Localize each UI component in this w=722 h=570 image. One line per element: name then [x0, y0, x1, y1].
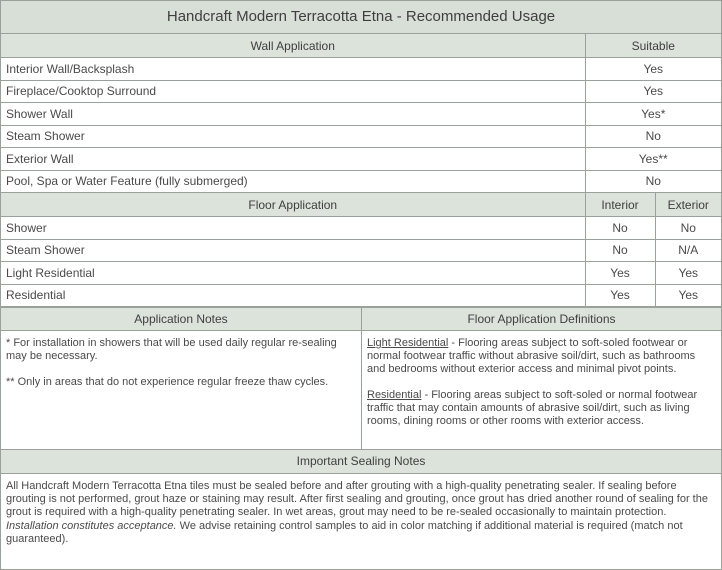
light-residential-term: Light Residential	[367, 337, 449, 349]
notes-section	[1, 307, 721, 449]
exterior-value: Yes	[655, 284, 721, 307]
light-residential-text: - Flooring areas subject to soft-soled footwear or normal footwear traffic without abrasive soil/dirt, such as bathrooms and bedrooms without exterior access and minimal pivot points.	[367, 337, 696, 375]
table-row	[1, 170, 721, 193]
table-row	[1, 217, 721, 240]
table-row	[1, 125, 721, 148]
wall-header-row	[1, 34, 721, 58]
note-shower: * For installation in showers that will be used daily regular re-sealing may be necessary.	[6, 337, 337, 362]
exterior-value: N/A	[655, 239, 721, 262]
table-row	[1, 80, 721, 103]
application-notes-body	[1, 331, 361, 449]
application-notes	[1, 308, 362, 449]
row-label: Steam Shower	[1, 125, 585, 148]
row-label: Steam Shower	[1, 239, 585, 262]
interior-value: No	[585, 217, 655, 240]
floor-definitions-header: Floor Application Definitions	[362, 308, 721, 331]
table-row	[1, 148, 721, 171]
suitable-header: Suitable	[585, 34, 721, 58]
row-label: Pool, Spa or Water Feature (fully submerged)	[1, 170, 585, 193]
row-label: Exterior Wall	[1, 148, 585, 171]
sealing-notes-body	[1, 474, 721, 552]
exterior-value: No	[655, 217, 721, 240]
row-label: Interior Wall/Backsplash	[1, 58, 585, 81]
application-notes-header: Application Notes	[1, 308, 361, 331]
sealing-emphasis: Installation constitutes acceptance.	[6, 519, 177, 532]
row-value: No	[585, 170, 721, 193]
definition-residential	[367, 389, 716, 428]
interior-value: Yes	[585, 284, 655, 307]
table-row	[1, 103, 721, 126]
row-label: Shower	[1, 217, 585, 240]
definition-light-residential	[367, 337, 716, 376]
row-value: Yes**	[585, 148, 721, 171]
floor-header-row	[1, 193, 721, 217]
row-value: Yes	[585, 80, 721, 103]
residential-term: Residential	[367, 389, 422, 401]
floor-definitions-body	[362, 331, 721, 449]
row-label: Shower Wall	[1, 103, 585, 126]
sealing-text-after: We advise retaining control samples to aid in color matching if additional material is required (match not guaranteed).	[6, 519, 683, 545]
floor-application-header: Floor Application	[1, 193, 585, 217]
interior-value: Yes	[585, 262, 655, 285]
table-row	[1, 284, 721, 307]
table-row	[1, 262, 721, 285]
interior-value: No	[585, 239, 655, 262]
table-row	[1, 58, 721, 81]
usage-table	[1, 34, 721, 307]
interior-header: Interior	[585, 193, 655, 217]
row-label: Fireplace/Cooktop Surround	[1, 80, 585, 103]
table-row	[1, 239, 721, 262]
exterior-value: Yes	[655, 262, 721, 285]
note-freeze-thaw: ** Only in areas that do not experience regular freeze thaw cycles.	[6, 376, 329, 388]
wall-application-header: Wall Application	[1, 34, 585, 58]
row-value: No	[585, 125, 721, 148]
row-label: Light Residential	[1, 262, 585, 285]
page-title: Handcraft Modern Terracotta Etna - Recommended Usage	[1, 1, 721, 34]
floor-definitions	[362, 308, 721, 449]
exterior-header: Exterior	[655, 193, 721, 217]
row-value: Yes*	[585, 103, 721, 126]
sealing-text: All Handcraft Modern Terracotta Etna tiles must be sealed before and after grouting with a high-quality penetrating sealer. If sealing before grouting is not performed, grout haze or staining may result. After first sealing and grouting, once grout has dried another round of sealing for the grout is required with a high-quality penetrating sealer. In wet areas, grout may need to be re-sealed occasionally to maintain protection.	[6, 480, 708, 519]
sealing-notes-header: Important Sealing Notes	[1, 449, 721, 474]
row-label: Residential	[1, 284, 585, 307]
row-value: Yes	[585, 58, 721, 81]
residential-text: - Flooring areas subject to soft-soled or normal footwear traffic that may contain amounts of abrasive soil/dirt, such as living rooms, dining rooms or other rooms with exterior access.	[367, 389, 698, 427]
